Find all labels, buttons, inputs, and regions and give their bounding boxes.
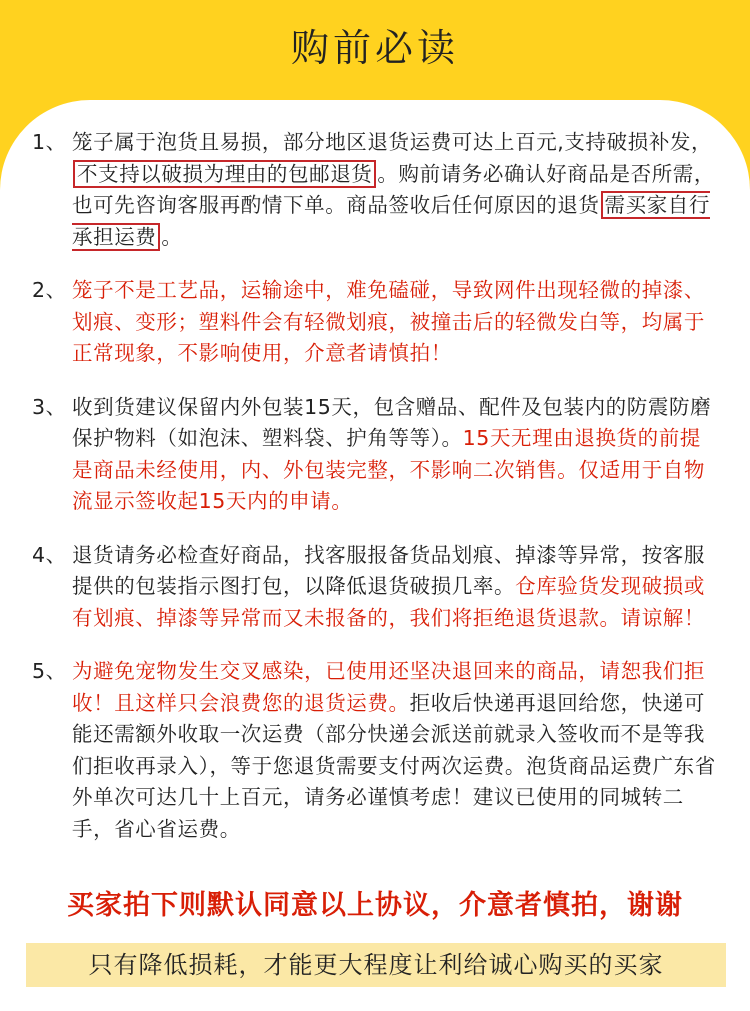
- text-segment: 收到货建议保留内外包装15天，包含赠品、配件及包装内的防震防磨保护物料（如泡沫、塑料袋、护角等等）。: [72, 394, 712, 450]
- highlighted-segment: 不支持以破损为理由的包邮退货: [73, 160, 376, 188]
- item-text: [72, 656, 722, 845]
- notice-list: [32, 127, 722, 867]
- notice-item-2: [32, 275, 722, 370]
- text-segment: 拒收后快递再退回给您，快递可能还需额外收取一次运费（部分快递会派送前就录入签收而不是等我们拒收再录入），等于您退货需要支付两次运费。泡货商品运费广东省外单次可达几十上百元，请务必谨慎考虑！建议已使用的同城转二手，省心省运费。: [72, 690, 716, 841]
- notice-item-3: [32, 392, 722, 518]
- page-title: 购前必读: [290, 26, 459, 70]
- item-text: [72, 275, 722, 370]
- text-segment: 。购前请务必确认好商品是否所需，也可先咨询客服再酌情下单。商品签收后任何原因的退货: [72, 161, 716, 217]
- item-number: 2、: [32, 278, 67, 302]
- warning-segment: 15天无理由退换货的前提是商品未经使用，内、外包装完整，不影响二次销售。仅适用于自物流显示签收起15天内的申请。: [72, 426, 705, 513]
- item-number: 3、: [32, 394, 67, 419]
- item-text: [72, 127, 722, 253]
- item-number: 5、: [32, 659, 67, 683]
- notice-item-5: [32, 656, 722, 845]
- text-segment: 。: [161, 224, 183, 249]
- item-number: 4、: [32, 542, 67, 567]
- warning-segment: 笼子不是工艺品，运输途中，难免磕碰，导致网件出现轻微的掉漆、划痕、变形；塑料件会有轻微划痕，被撞击后的轻微发白等，均属于正常现象，不影响使用，介意者请慎拍！: [72, 278, 705, 365]
- text-segment: 退货请务必检查好商品，找客服报备货品划痕、掉漆等异常，按客服提供的包装指示图打包，以降低退货破损几率。: [72, 542, 705, 598]
- highlighted-segment: 需买家自行承担运费: [72, 193, 710, 249]
- notice-item-1: [32, 127, 722, 253]
- item-number: 1、: [32, 130, 67, 154]
- slogan-bar: 只有降低损耗，才能更大程度让利给诚心购买的买家: [26, 943, 726, 987]
- warning-segment: 仓库验货发现破损或有划痕、掉漆等异常而又未报备的，我们将拒绝退货退款。请谅解！: [72, 574, 706, 630]
- item-text: [72, 540, 722, 635]
- item-text: [72, 392, 722, 518]
- notice-item-4: [32, 540, 722, 635]
- text-segment: 笼子属于泡货且易损，部分地区退货运费可达上百元,支持破损补发，: [72, 130, 713, 154]
- agreement-notice: 买家拍下则默认同意以上协议，介意者慎拍，谢谢: [67, 890, 683, 921]
- warning-segment: 为避免宠物发生交叉感染，已使用还坚决退回来的商品，请恕我们拒收！且这样只会浪费您的退货运费。: [72, 659, 705, 715]
